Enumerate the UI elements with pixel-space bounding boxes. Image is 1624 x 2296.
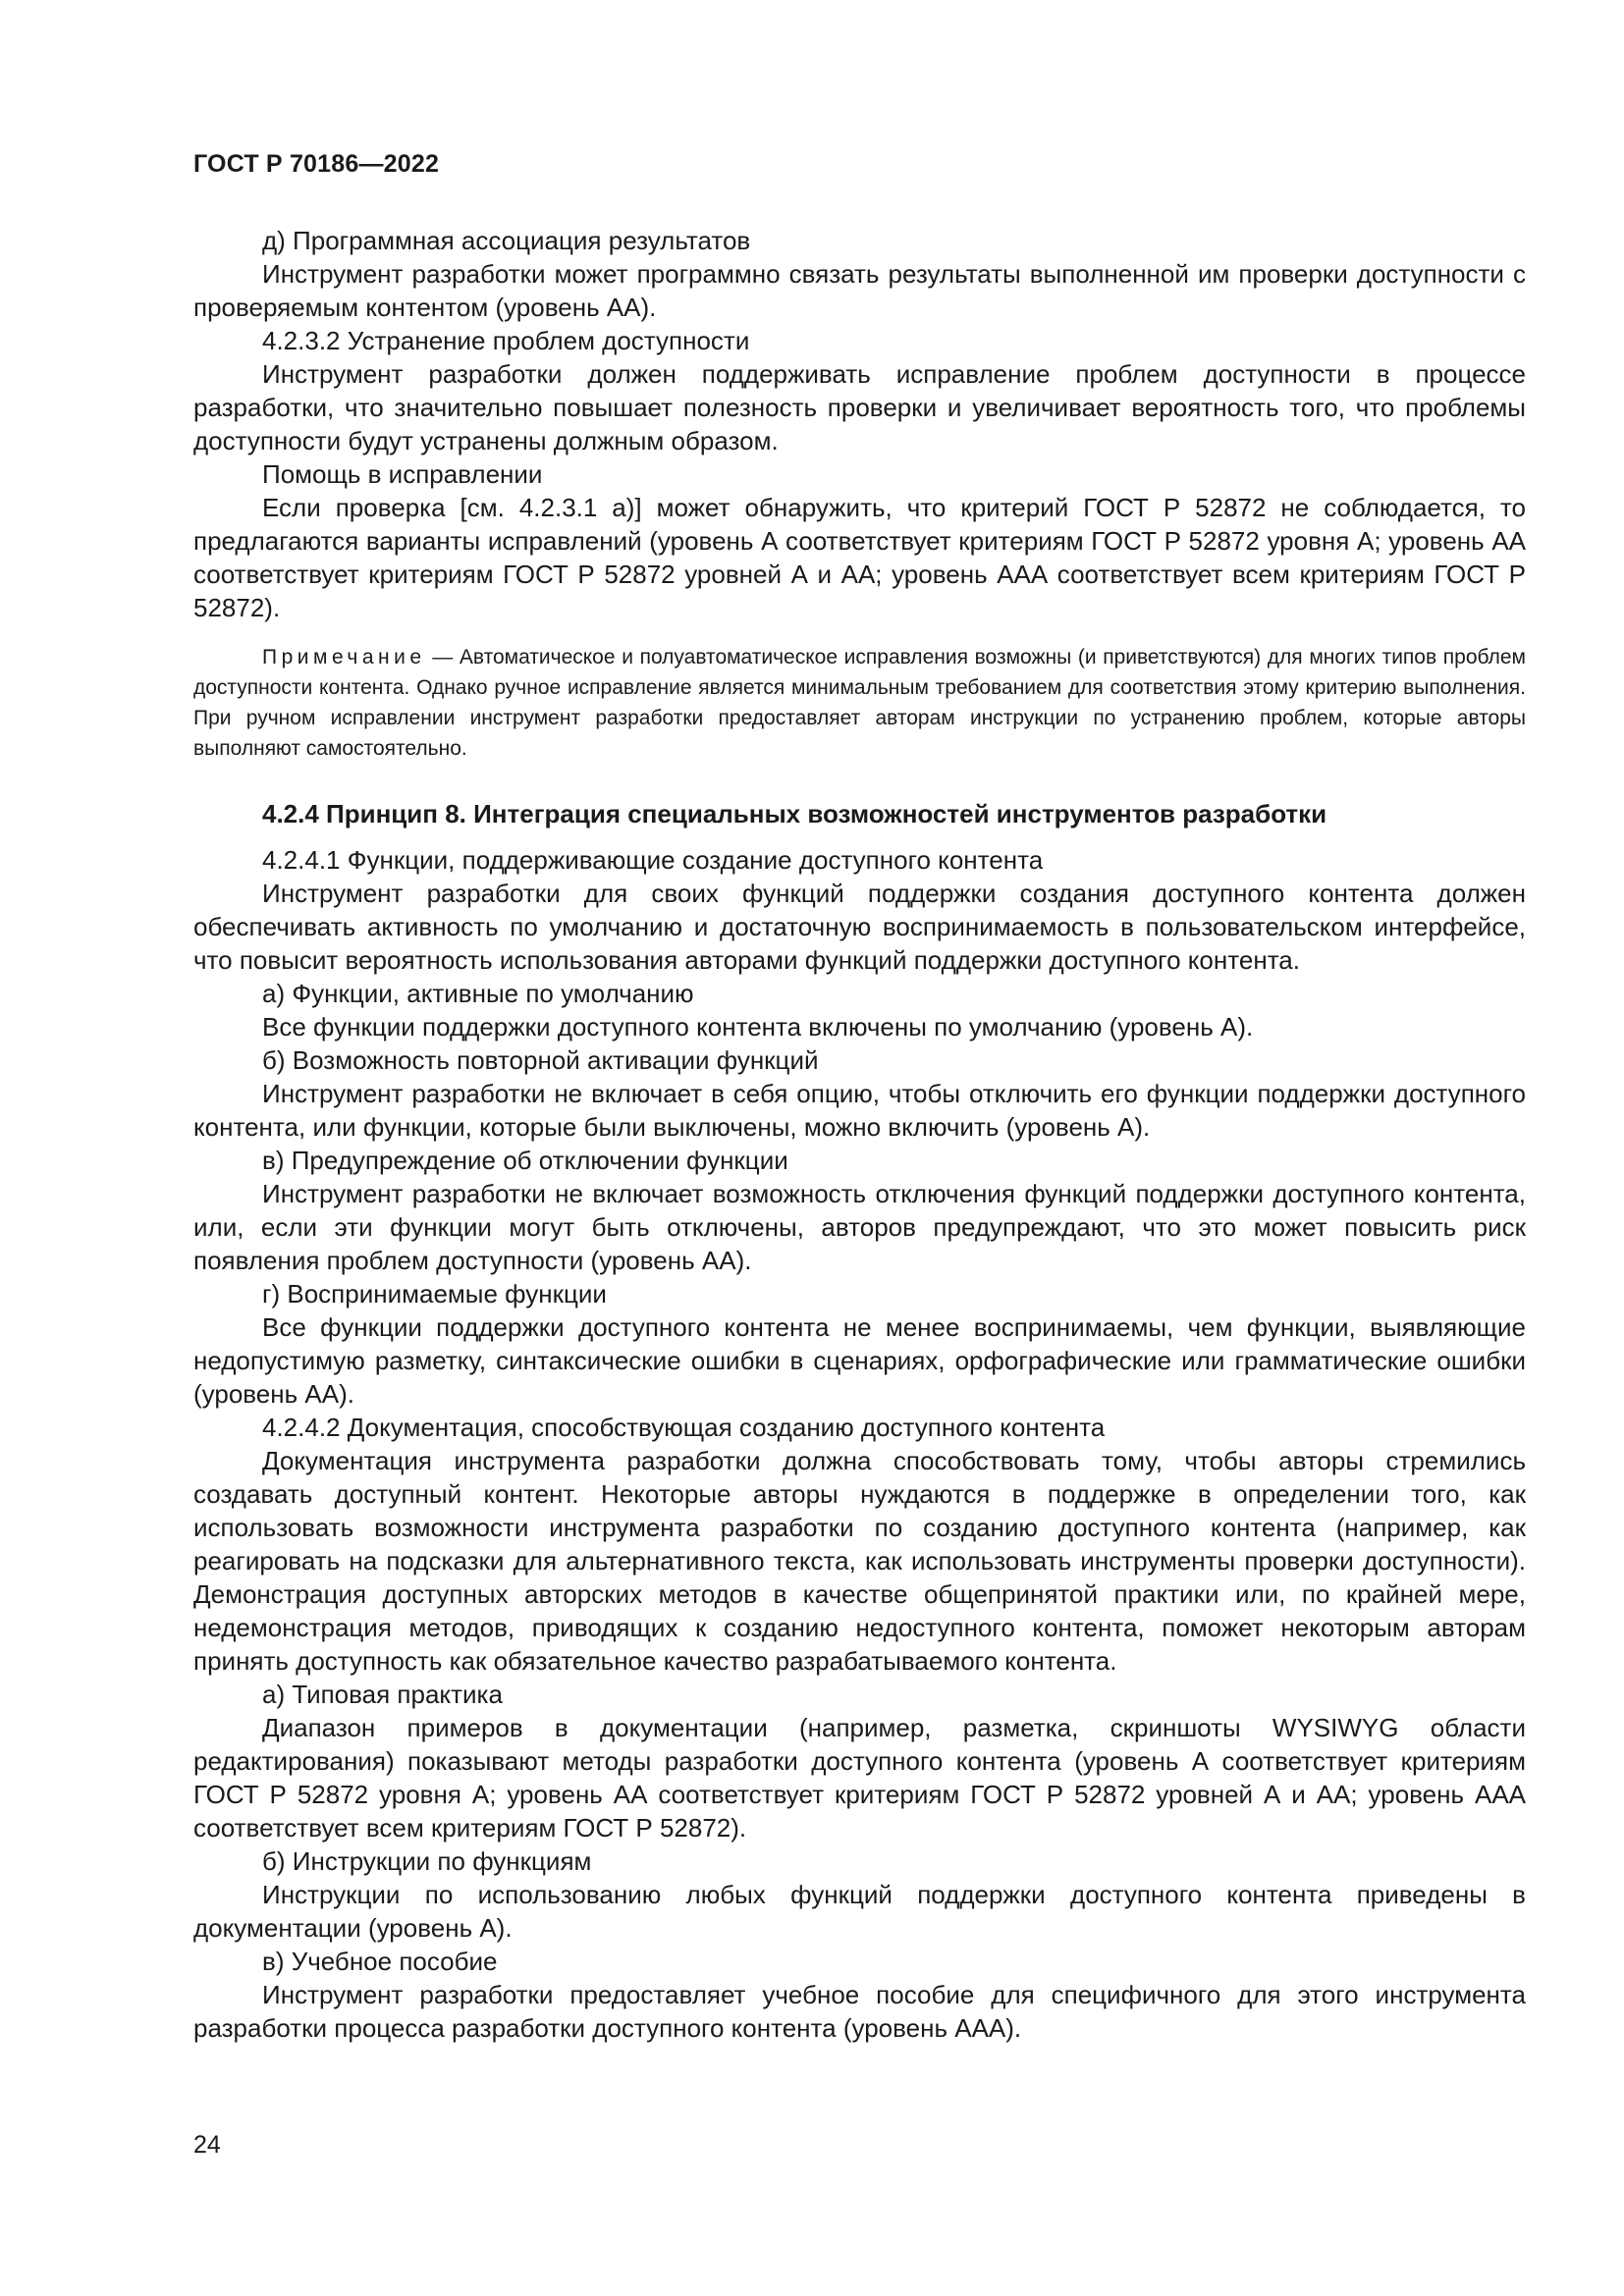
list-item-heading: б) Инструкции по функциям — [262, 1846, 592, 1876]
paragraph: Инструкции по использованию любых функций поддержки доступного контента приведены в документации (уровень А). — [193, 1880, 1526, 1943]
paragraph: Инструмент разработки должен поддерживать исправление проблем доступности в процессе разработки, что значительно повышает полезность проверки и увеличивает вероятность того, что проблемы доступности будут устранены должным образом. — [193, 359, 1526, 455]
subsection-heading: 4.2.3.2 Устранение проблем доступности — [262, 326, 750, 355]
list-item-heading: а) Типовая практика — [262, 1680, 503, 1709]
subsection-heading: 4.2.4.1 Функции, поддерживающие создание доступного контента — [262, 845, 1044, 875]
page-number: 24 — [193, 2131, 221, 2159]
paragraph: Диапазон примеров в документации (например, разметка, скриншоты WYSIWYG области редактирования) показывают методы разработки доступного контента (уровень А соответствует критериям ГОСТ Р 52872 уровня А; уровень АА соответствует критериям ГОСТ Р 52872 уровней А и АА; уровень ААА соответствует всем критериям ГОСТ Р 52872). — [193, 1713, 1526, 1842]
paragraph: Инструмент разработки может программно связать результаты выполненной им проверки доступности с проверяемым контентом (уровень АА). — [193, 259, 1526, 322]
list-item-heading: в) Предупреждение об отключении функции — [262, 1146, 788, 1175]
paragraph: Инструмент разработки для своих функций поддержки создания доступного контента должен обеспечивать активность по умолчанию и достаточную воспринимаемость в пользовательском интерфейсе, что повысит вероятность использования авторами функций поддержки доступного контента. — [193, 879, 1526, 975]
paragraph: Инструмент разработки не включает возможность отключения функций поддержки доступного контента, или, если эти функции могут быть отключены, авторов предупреждают, что это может повысить риск появления проблем доступности (уровень АА). — [193, 1179, 1526, 1275]
paragraph: Все функции поддержки доступного контента включены по умолчанию (уровень А). — [262, 1012, 1254, 1041]
text-block-top — [193, 224, 1526, 624]
note-text: — Автоматическое и полуавтоматическое исправления возможны (и приветствуются) для многих типов проблем доступности контента. Однако ручное исправление является минимальным требованием для соответствия этому критерию выполнения. При ручном исправлении инструмент разработки предоставляет авторам инструкции по устранению проблем, которые авторы выполняют самостоятельно. — [193, 646, 1526, 760]
paragraph: Документация инструмента разработки должна способствовать тому, чтобы авторы стремились создавать доступный контент. Некоторые авторы нуждаются в поддержке в определении того, как использовать возможности инструмента разработки по созданию доступного контента (например, как реагировать на подсказки для альтернативного текста, как использовать инструменты проверки доступности). Демонстрация доступных авторских методов в качестве общепринятой практики или, по крайней мере, недемонстрация методов, приводящих к созданию недоступного контента, поможет некоторым авторам принять доступность как обязательное качество разрабатываемого контента. — [193, 1446, 1526, 1676]
paragraph: Инструмент разработки предоставляет учебное пособие для специфичного для этого инструмента разработки процесса разработки доступного контента (уровень ААА). — [193, 1980, 1526, 2043]
list-item-heading: г) Воспринимаемые функции — [262, 1279, 607, 1308]
text-block-bottom — [193, 843, 1526, 2045]
document-header: ГОСТ Р 70186—2022 — [193, 150, 440, 178]
note-label: Примечание — [262, 646, 426, 668]
list-item-heading: а) Функции, активные по умолчанию — [262, 979, 694, 1008]
subsection-heading: 4.2.4.2 Документация, способствующая созданию доступного контента — [262, 1413, 1106, 1442]
list-item-heading: б) Возможность повторной активации функций — [262, 1045, 819, 1075]
list-item-heading: Помощь в исправлении — [262, 459, 543, 489]
paragraph: Все функции поддержки доступного контента не менее воспринимаемы, чем функции, выявляющие недопустимую разметку, синтаксические ошибки в сценариях, орфографические или грамматические ошибки (уровень АА). — [193, 1312, 1526, 1409]
section-heading: 4.2.4 Принцип 8. Интеграция специальных возможностей инструментов разработки — [262, 799, 1327, 828]
list-item-heading: д) Программная ассоциация результатов — [262, 226, 751, 255]
list-item-heading: в) Учебное пособие — [262, 1947, 498, 1976]
paragraph: Если проверка [см. 4.2.3.1 а)] может обнаружить, что критерий ГОСТ Р 52872 не соблюдается, то предлагаются варианты исправлений (уровень А соответствует критериям ГОСТ Р 52872 уровня А; уровень АА соответствует критериям ГОСТ Р 52872 уровней А и АА; уровень ААА соответствует всем критериям ГОСТ Р 52872). — [193, 493, 1526, 622]
paragraph: Инструмент разработки не включает в себя опцию, чтобы отключить его функции поддержки доступного контента, или функции, которые были выключены, можно включить (уровень А). — [193, 1079, 1526, 1142]
note — [193, 642, 1526, 764]
